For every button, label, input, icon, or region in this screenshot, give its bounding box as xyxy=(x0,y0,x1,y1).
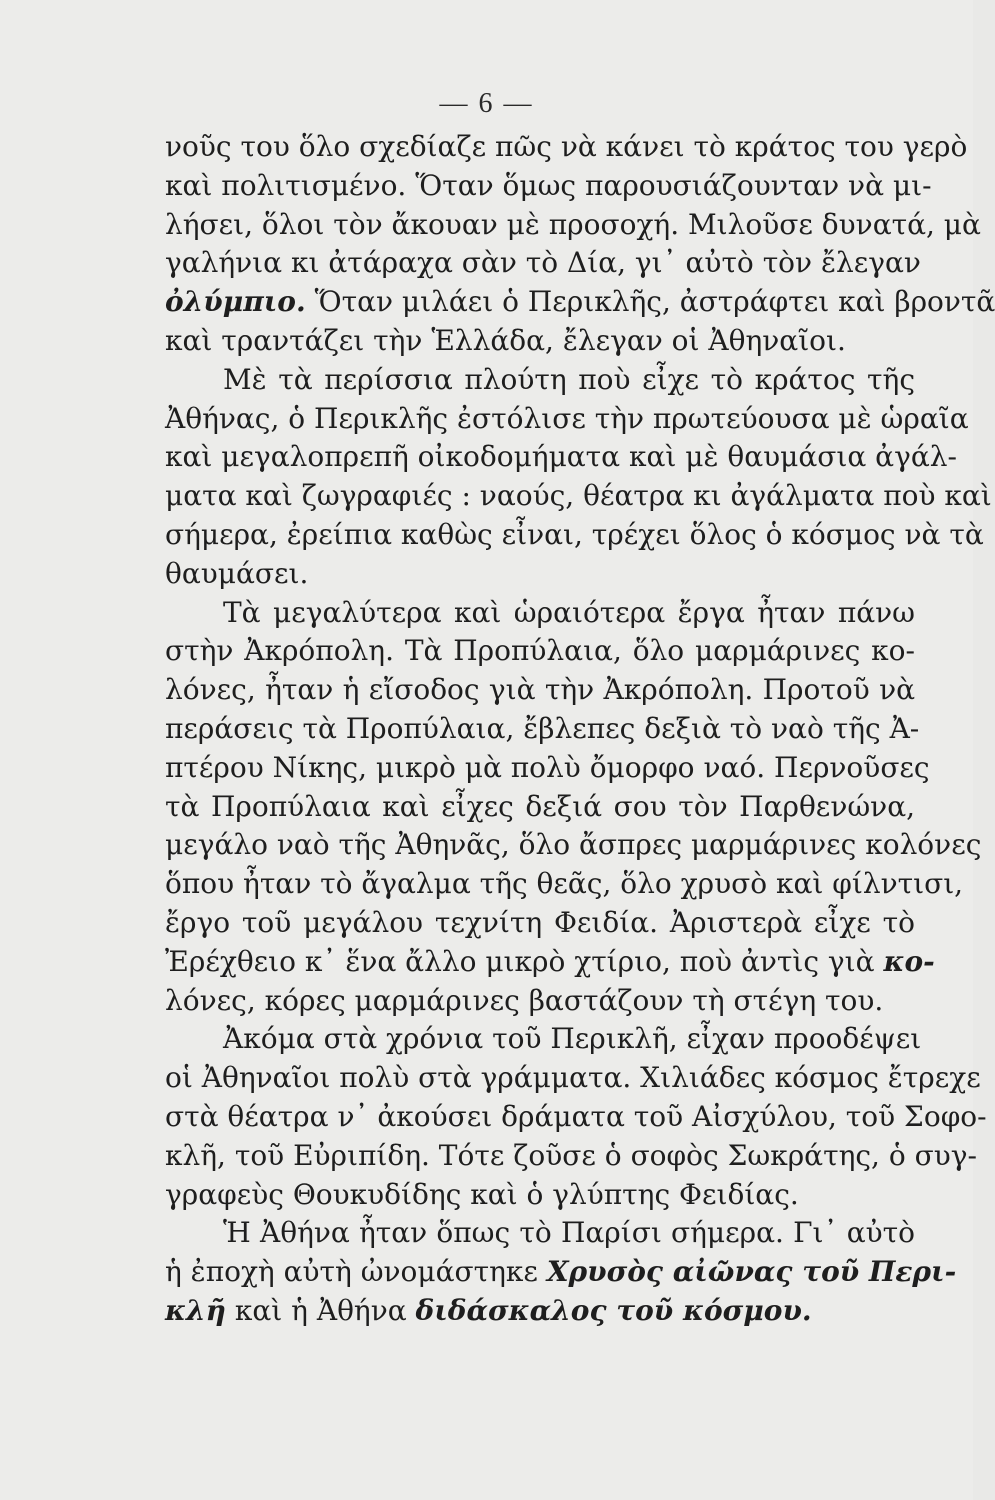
emphasized-word: κο- xyxy=(883,944,935,978)
text-line: Ἀθήνας, ὁ Περικλῆς ἐστόλισε τὴν πρωτεύουσα μὲ ὡραῖα xyxy=(165,401,969,435)
paragraph-start-line: Ἀκόμα στὰ χρόνια τοῦ Περικλῆ, εἶχαν προοδέψει xyxy=(223,1022,922,1056)
text-line xyxy=(165,943,935,982)
text-line: γραφεὺς Θουκυδίδης καὶ ὁ γλύπτης Φειδίας. xyxy=(165,1177,799,1211)
text-line: λήσει, ὅλοι τὸν ἄκουαν μὲ προσοχή. Μιλοῦσε δυνατά, μὰ xyxy=(165,207,981,241)
text-span: Ὅταν μιλάει ὁ Περικλῆς, ἀστράφτει καὶ βροντᾶ xyxy=(305,285,995,319)
text-line: ἔργο τοῦ μεγάλου τεχνίτη Φειδία. Ἀριστερὰ εἶχε τὸ xyxy=(165,905,915,939)
text-line xyxy=(165,1253,957,1292)
emphasized-phrase: Χρυσὸς αἰῶνας τοῦ Περι- xyxy=(546,1255,957,1289)
text-line: ὅπου ἦταν τὸ ἄγαλμα τῆς θεᾶς, ὅλο χρυσὸ καὶ φίλντισι, xyxy=(165,867,964,901)
text-line: λόνες, κόρες μαρμάρινες βαστάζουν τὴ στέγη του. xyxy=(165,983,884,1017)
body-text xyxy=(165,128,995,1331)
paragraph-start-line: Ἡ Ἀθήνα ἦταν ὅπως τὸ Παρίσι σήμερα. Γι᾽ αὐτὸ xyxy=(223,1216,915,1250)
emphasized-word: κλῆ xyxy=(165,1293,226,1327)
text-span: καὶ ἡ Ἀθήνα xyxy=(234,1293,407,1327)
emphasized-phrase: διδάσκαλος τοῦ κόσμου. xyxy=(415,1293,812,1327)
text-span: ἡ ἐποχὴ αὐτὴ ὠνομάστηκε xyxy=(165,1255,538,1289)
text-line: οἱ Ἀθηναῖοι πολὺ στὰ γράμματα. Χιλιάδες κόσμος ἔτρεχε xyxy=(165,1061,981,1095)
text-line: μεγάλο ναὸ τῆς Ἀθηνᾶς, ὅλο ἄσπρες μαρμάρινες κολόνες xyxy=(165,828,982,862)
emphasized-word: ὀλύμπιο. xyxy=(165,285,306,319)
text-line: σήμερα, ἐρείπια καθὼς εἶναι, τρέχει ὅλος ὁ κόσμος νὰ τὰ xyxy=(165,517,984,551)
text-line: καὶ πολιτισμένο. Ὅταν ὅμως παρουσιάζουνταν νὰ μι- xyxy=(165,168,932,202)
text-line xyxy=(165,283,995,322)
text-line: τὰ Προπύλαια καὶ εἶχες δεξιά σου τὸν Παρθενώνα, xyxy=(165,789,915,823)
page-number: — 6 — xyxy=(439,88,534,119)
text-line: περάσεις τὰ Προπύλαια, ἔβλεπες δεξιὰ τὸ ναὸ τῆς Ἀ- xyxy=(165,711,920,745)
text-line: κλῆ, τοῦ Εὐριπίδη. Τότε ζοῦσε ὁ σοφὸς Σωκράτης, ὁ συγ- xyxy=(165,1138,977,1172)
text-line: γαλήνια κι ἀτάραχα σὰν τὸ Δία, γι᾽ αὐτὸ τὸν ἔλεγαν xyxy=(165,246,921,280)
text-line: πτέρου Νίκης, μικρὸ μὰ πολὺ ὄμορφο ναό. Περνοῦσες xyxy=(165,750,930,784)
text-line: θαυμάσει. xyxy=(165,556,309,590)
text-line xyxy=(165,1292,915,1331)
paragraph-start-line: Τὰ μεγαλύτερα καὶ ὡραιότερα ἔργα ἦταν πάνω xyxy=(223,595,915,629)
text-line: στὰ θέατρα ν᾽ ἀκούσει δράματα τοῦ Αἰσχύλου, τοῦ Σοφο- xyxy=(165,1099,987,1133)
text-line: καὶ τραντάζει τὴν Ἑλλάδα, ἔλεγαν οἱ Ἀθηναῖοι. xyxy=(165,323,846,357)
text-span: Ἐρέχθειο κ᾽ ἕνα ἄλλο μικρὸ χτίριο, ποὺ ἀντὶς γιὰ xyxy=(165,944,875,978)
text-line: ματα καὶ ζωγραφιές : ναούς, θέατρα κι ἀγάλματα ποὺ καὶ xyxy=(165,479,992,513)
text-line: στὴν Ἀκρόπολη. Τὰ Προπύλαια, ὅλο μαρμάρινες κο- xyxy=(165,634,915,668)
text-line: καὶ μεγαλοπρεπῆ οἰκοδομήματα καὶ μὲ θαυμάσια ἀγάλ- xyxy=(165,440,957,474)
text-line: λόνες, ἦταν ἡ εἴσοδος γιὰ τὴν Ἀκρόπολη. Προτοῦ νὰ xyxy=(165,673,915,707)
paragraph-start-line: Μὲ τὰ περίσσια πλούτη ποὺ εἶχε τὸ κράτος τῆς xyxy=(223,362,915,396)
text-line: νοῦς του ὅλο σχεδίαζε πῶς νὰ κάνει τὸ κράτος του γερὸ xyxy=(165,130,968,163)
